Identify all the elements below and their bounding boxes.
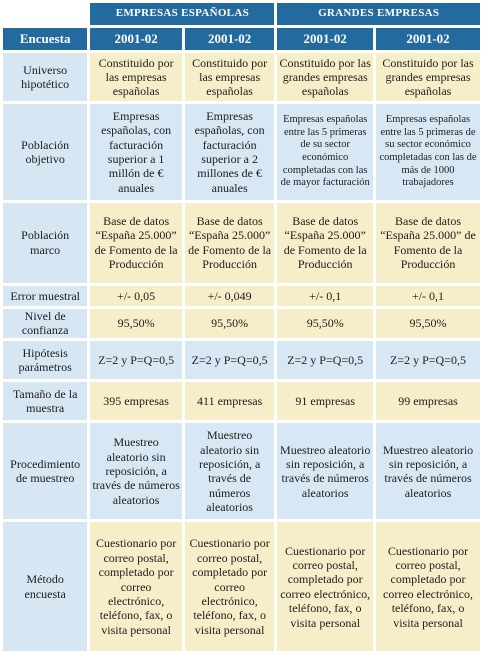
- encuesta-header: Encuesta: [3, 28, 87, 50]
- year-header: 2001-02: [90, 28, 182, 50]
- table-cell: Z=2 y P=Q=0,5: [90, 341, 182, 379]
- table-cell: 95,50%: [277, 309, 373, 338]
- row-label: Universo hipotético: [3, 53, 87, 101]
- year-header: 2001-02: [376, 28, 480, 50]
- table-cell: 395 empresas: [90, 382, 182, 420]
- table-cell: Z=2 y P=Q=0,5: [277, 341, 373, 379]
- table-cell: Muestreo aleatorio sin reposición, a través de números aleatorios: [90, 423, 182, 519]
- group-empresas-espanolas: EMPRESAS ESPAÑOLAS: [90, 3, 274, 25]
- year-header-row: [3, 28, 480, 50]
- table-cell: Cuestionario por correo postal, completado por correo electrónico, teléfono, fax, o visita personal: [90, 522, 182, 651]
- table-cell: 99 empresas: [376, 382, 480, 420]
- table-cell: Base de datos “España 25.000” de Fomento de la Producción: [277, 203, 373, 283]
- table-cell: Cuestionario por correo postal, completado por correo electrónico, teléfono, fax, o visita personal: [185, 522, 274, 651]
- table-cell: Base de datos “España 25.000” de Fomento de la Producción: [376, 203, 480, 283]
- table-cell: 95,50%: [90, 309, 182, 338]
- table-cell: +/- 0,05: [90, 286, 182, 306]
- table-cell: Empresas españolas, con facturación superior a 1 millón de € anuales: [90, 104, 182, 199]
- table-row: [3, 341, 480, 379]
- table-row: [3, 522, 480, 651]
- year-header: 2001-02: [185, 28, 274, 50]
- table-row: [3, 104, 480, 199]
- table-row: [3, 309, 480, 338]
- table-row: [3, 382, 480, 420]
- table-cell: Base de datos “España 25.000” de Fomento de la Producción: [185, 203, 274, 283]
- table-cell: Constituido por las empresas españolas: [90, 53, 182, 101]
- table-cell: +/- 0,1: [277, 286, 373, 306]
- table-row: [3, 423, 480, 519]
- table-cell: Constituido por las grandes empresas españolas: [376, 53, 480, 101]
- table-cell: Empresas españolas entre las 5 primeras de su sector económico completadas con las de más de 1000 trabajadores: [376, 104, 480, 199]
- group-grandes-empresas: GRANDES EMPRESAS: [277, 3, 480, 25]
- table-row: [3, 203, 480, 283]
- year-header: 2001-02: [277, 28, 373, 50]
- row-label: Nivel de confianza: [3, 309, 87, 338]
- table-cell: Muestreo aleatorio sin reposición, a través de números aleatorios: [376, 423, 480, 519]
- table-cell: Cuestionario por correo postal, completado por correo electrónico, teléfono, fax, o visita personal: [376, 522, 480, 651]
- table-cell: Base de datos “España 25.000” de Fomento de la Producción: [90, 203, 182, 283]
- row-label: Población marco: [3, 203, 87, 283]
- table-cell: Constituido por las grandes empresas españolas: [277, 53, 373, 101]
- table-cell: Z=2 y P=Q=0,5: [185, 341, 274, 379]
- table-cell: +/- 0,049: [185, 286, 274, 306]
- table-cell: +/- 0,1: [376, 286, 480, 306]
- table-cell: 95,50%: [376, 309, 480, 338]
- table-cell: Cuestionario por correo postal, completado por correo electrónico, teléfono, fax, o visita personal: [277, 522, 373, 651]
- table-cell: Empresas españolas, con facturación superior a 2 millones de € anuales: [185, 104, 274, 199]
- row-label: Hipótesis parámetros: [3, 341, 87, 379]
- row-label: Procedimiento de muestreo: [3, 423, 87, 519]
- table-cell: Z=2 y P=Q=0,5: [376, 341, 480, 379]
- row-label: Método encuesta: [3, 522, 87, 651]
- row-label: Error muestral: [3, 286, 87, 306]
- row-label: Tamaño de la muestra: [3, 382, 87, 420]
- table-row: [3, 286, 480, 306]
- table-cell: Muestreo aleatorio sin reposición, a través de números aleatorios: [277, 423, 373, 519]
- table-cell: 411 empresas: [185, 382, 274, 420]
- blank-corner: [3, 3, 87, 25]
- table-cell: 95,50%: [185, 309, 274, 338]
- table-cell: 91 empresas: [277, 382, 373, 420]
- group-header-row: [3, 3, 480, 25]
- table-cell: Empresas españolas entre las 5 primeras de su sector económico completadas con las de mayor facturación: [277, 104, 373, 199]
- table-cell: Muestreo aleatorio sin reposición, a través de números aleatorios: [185, 423, 274, 519]
- table-cell: Constituido por las empresas españolas: [185, 53, 274, 101]
- row-label: Población objetivo: [3, 104, 87, 199]
- table-row: [3, 53, 480, 101]
